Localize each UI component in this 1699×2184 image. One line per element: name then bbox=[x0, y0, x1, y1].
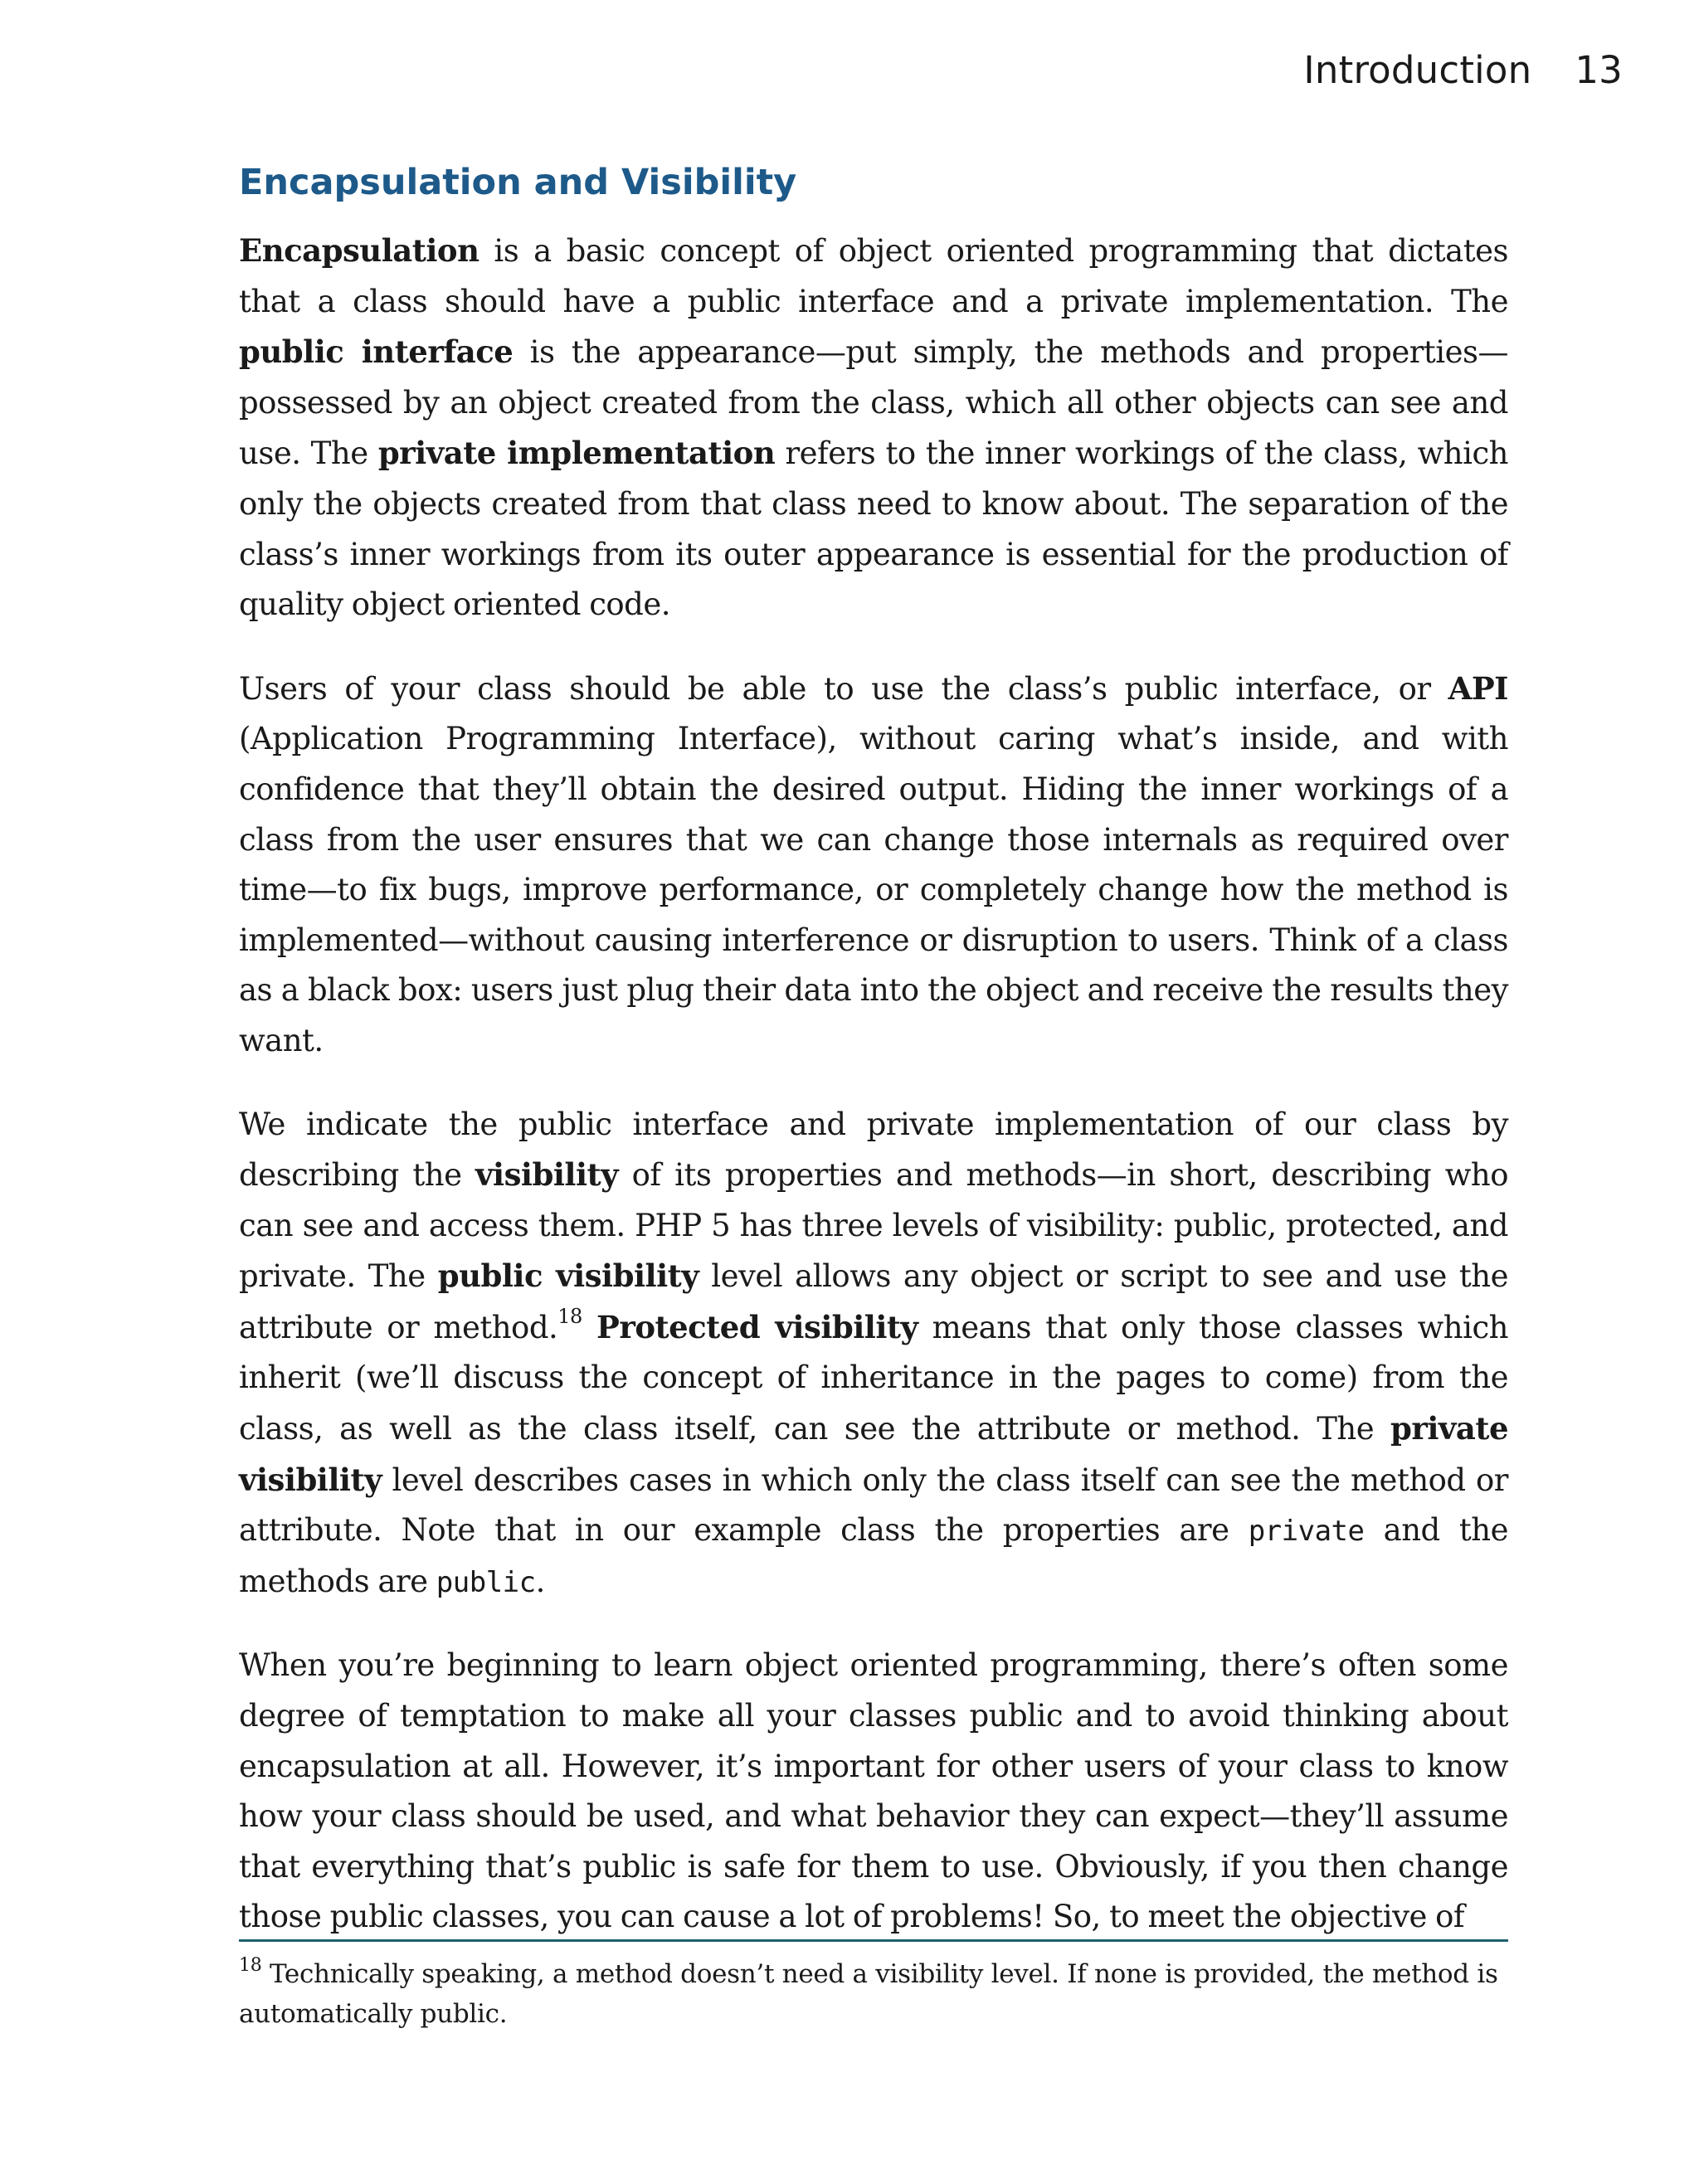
term-private-visibility: private visibility bbox=[239, 1410, 1508, 1498]
paragraph-3 bbox=[239, 1100, 1508, 1608]
text-run: Users of your class should be able to use the class’s public interface, or bbox=[239, 670, 1448, 707]
text-run: We indicate the public interface and private implementation of our class by describing the bbox=[239, 1106, 1508, 1194]
term-protected-visibility: Protected visibility bbox=[596, 1308, 918, 1345]
term-encapsulation: Encapsulation bbox=[239, 232, 480, 269]
paragraph-1 bbox=[239, 226, 1508, 630]
footnote-reference[interactable]: 18 bbox=[557, 1304, 582, 1328]
text-run: refers to the inner workings of the class, which only the objects created from that class need to know about. The separation of the class’s inner workings from its outer appearance is essential for the production of quality object oriented code. bbox=[239, 435, 1508, 623]
footnote-text: Technically speaking, a method doesn’t need a visibility level. If none is provided, the method is automatically public. bbox=[239, 1959, 1498, 2029]
footnote-divider bbox=[239, 1939, 1508, 1942]
text-run bbox=[582, 1310, 596, 1345]
term-public-interface: public interface bbox=[239, 333, 514, 371]
text-run: level describes cases in which only the class itself can see the method or attribute. Note that in our example class the properties are bbox=[239, 1462, 1508, 1549]
text-run: (Application Programming Interface), without caring what’s inside, and with confidence that they’ll obtain the desired output. Hiding the inner workings of a class from the user ensures that we can change those internals as required over time—to fix bugs, improve performance, or completely change how the method is implemented—without causing interference or disruption to users. Think of a class as a black box: users just plug their data into the object and receive the results they want. bbox=[239, 721, 1508, 1058]
term-api: API bbox=[1448, 669, 1508, 707]
text-run: is the appearance—put simply, the methods and properties—possessed by an object created from the class, which all other objects can see and use. The bbox=[239, 334, 1508, 472]
text-run: level allows any object or script to see and use the attribute or method. bbox=[239, 1258, 1509, 1345]
footnote-number: 18 bbox=[239, 1955, 262, 1976]
main-content bbox=[239, 158, 1508, 1976]
text-run: of its properties and methods—in short, describing who can see and access them. PHP 5 has three levels of visibility: public, protected, and private. The bbox=[239, 1157, 1508, 1295]
footnote bbox=[239, 1954, 1508, 2034]
text-run: is a basic concept of object oriented programming that dictates that a class should have a public interface and a private implementation. The bbox=[239, 233, 1508, 319]
code-private: private bbox=[1248, 1515, 1365, 1549]
section-heading: Encapsulation and Visibility bbox=[239, 162, 797, 203]
paragraph-2 bbox=[239, 664, 1508, 1067]
term-private-implementation: private implementation bbox=[377, 435, 776, 472]
code-public: public bbox=[436, 1565, 536, 1599]
text-run: means that only those classes which inherit (we’ll discuss the concept of inheritance in the pages to come) from the class, as well as the class itself, can see the attribute or method. The bbox=[239, 1309, 1509, 1447]
text-run: When you’re beginning to learn object oriented programming, there’s often some degree of temptation to make all your classes public and to avoid thinking about encapsulation at all. However, it’s important for other users of your class to know how your class should be used, and what behavior they can expect—they’ll assume that everything that’s public is safe for them to use. Obviously, if you then change those public classes, you can cause a lot of problems! So, to meet the objective of bbox=[239, 1647, 1508, 1935]
text-run: and the methods are bbox=[239, 1512, 1508, 1599]
term-visibility: visibility bbox=[475, 1156, 619, 1194]
header-section-title: Introduction bbox=[1303, 48, 1532, 92]
page-number: 13 bbox=[1575, 48, 1623, 92]
text-run: . bbox=[535, 1563, 545, 1599]
paragraph-4 bbox=[239, 1641, 1508, 1943]
running-header bbox=[1303, 48, 1623, 92]
term-public-visibility: public visibility bbox=[437, 1257, 699, 1295]
